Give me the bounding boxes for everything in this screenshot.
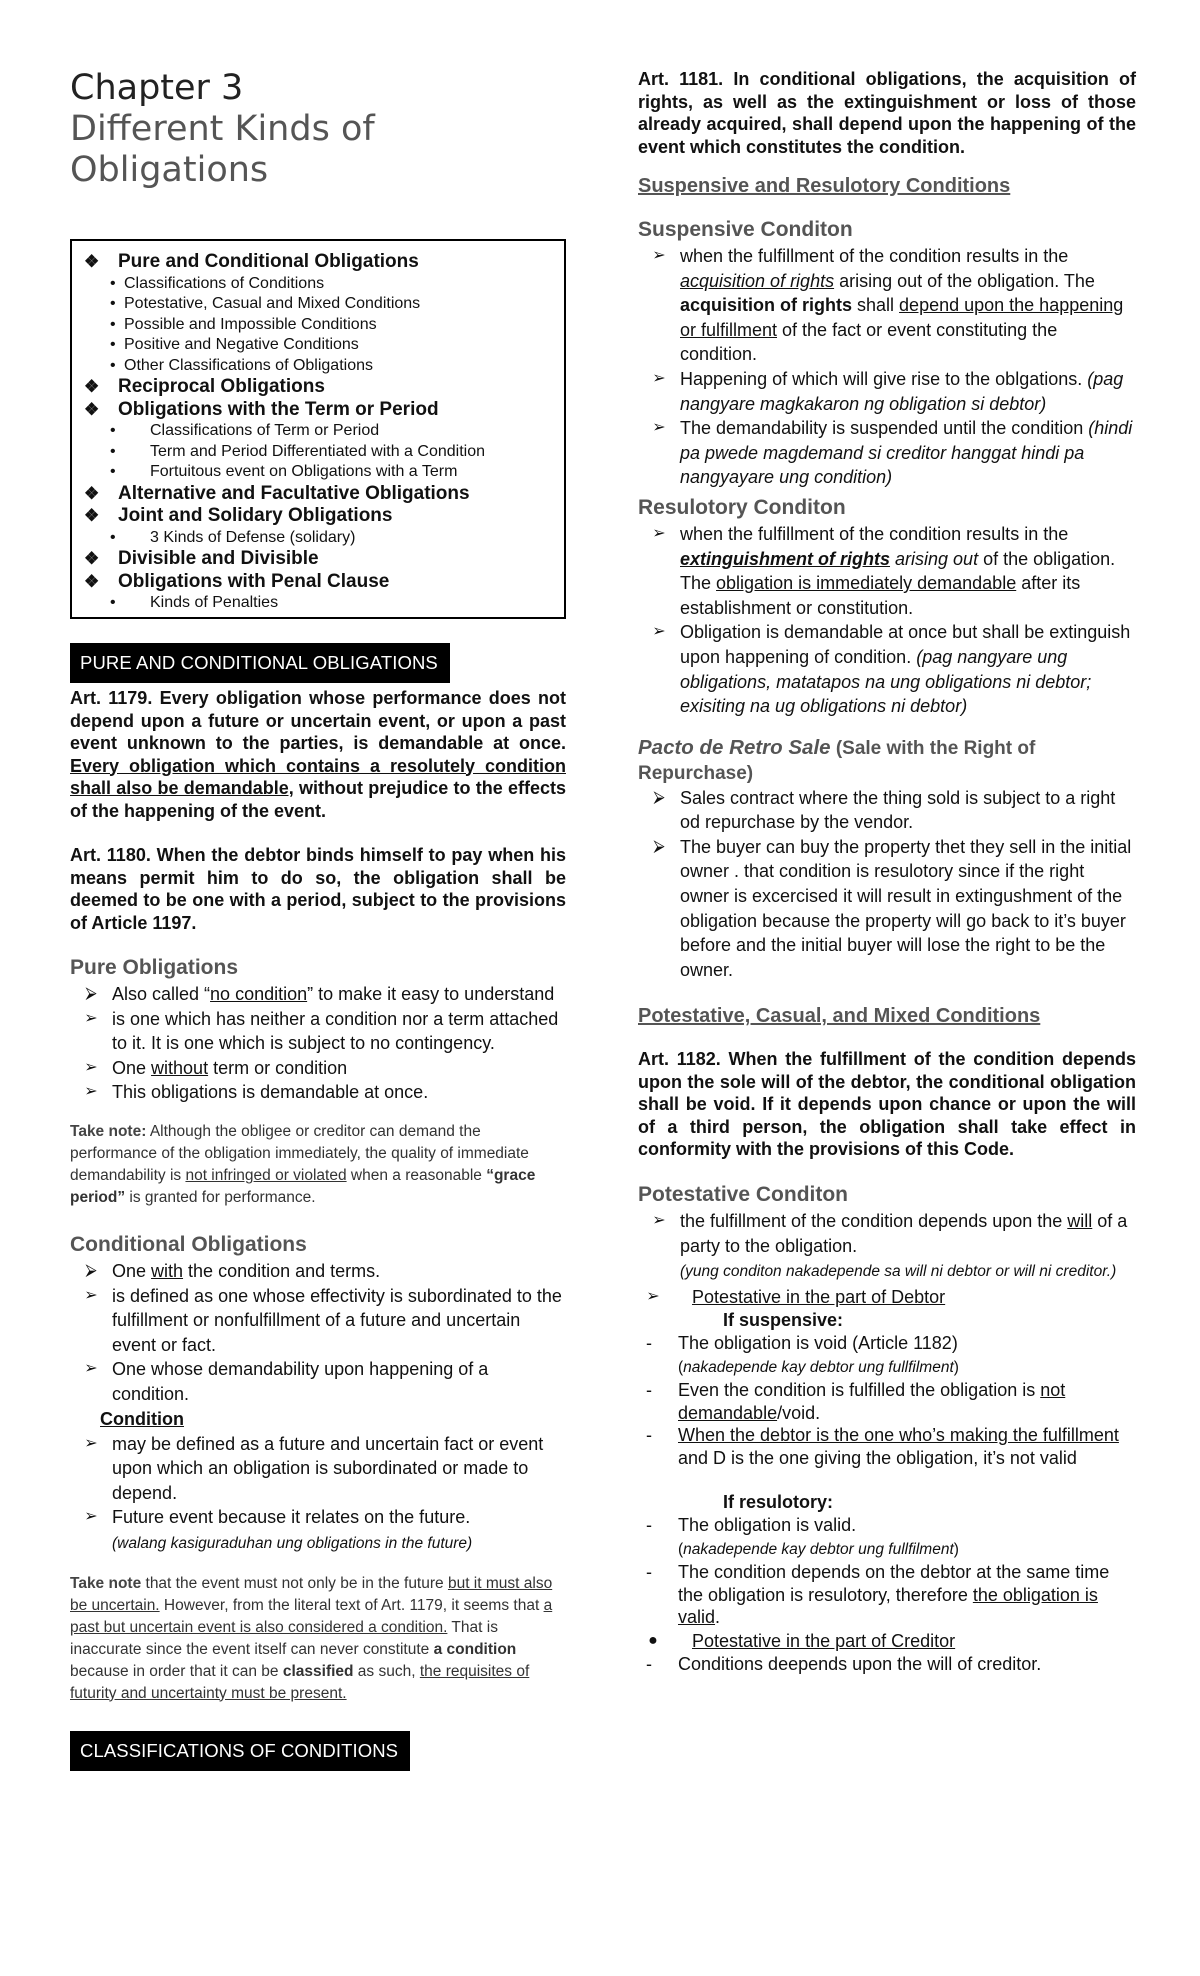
bullet-icon: • [110,295,116,312]
toc-subitem: • Positive and Negative Conditions [82,335,550,356]
list-item: ➢ Obligation is demandable at once but shall be extinguish upon happening of condition. (pag nangyare ung obligations, matatapos na ung obligations ni debtor; exisiting na ug obligations ni debtor) [638,620,1136,718]
section-banner-classifications: CLASSIFICATIONS OF CONDITIONS [70,1731,410,1771]
list-item: ⮚ Also called “no condition” to make it easy to understand [70,982,566,1007]
list-item: ➢ Happening of which will give rise to the oblgations. (pag nangyare magkakaron ng obligation si debtor) [638,367,1136,416]
toc-item: ❖ Alternative and Facultative Obligations [84,482,470,504]
arrow-bullet-icon: ➢ [652,1211,666,1229]
arrow-bullet-icon: ⮚ [653,788,665,806]
arrow-bullet-icon: ➢ [84,1058,98,1076]
list-item: ⮚ The buyer can buy the property thet they sell in the initial owner . that condition is resulotory since if the right owner is excercised it will result in extingushment of the obligation because the property will go back to it’s buyer before and the initial buyer will lose the right to be the owner. [638,835,1136,983]
bullet-icon: • [110,528,116,546]
list-item: ⮚ Sales contract where the thing sold is subject to a right od repurchase by the vendor. [638,786,1136,835]
toc-item: ❖ Obligations with Penal Clause [84,570,390,592]
if-resulotory-label: If resulotory: [723,1492,834,1513]
toc-subitem: • Possible and Impossible Conditions [82,315,550,336]
heading-potestative-casual-mixed: Potestative, Casual, and Mixed Conditions [638,1005,1041,1028]
list-item: - Conditions deepends upon the will of creditor. [646,1654,1042,1675]
bullet-icon: • [110,315,116,333]
toc-item: ❖ Pure and Conditional Obligations [84,251,419,272]
chapter-title-line1: Different Kinds of [70,109,375,149]
chapter-label: Chapter 3 [70,68,244,108]
diamond-bullet-icon: ❖ [84,571,100,591]
toc-subitem: • Classifications of Conditions [82,274,550,295]
list-item: ➢ One whose demandability upon happening of a condition. [70,1357,566,1406]
diamond-bullet-icon: ❖ [84,377,100,396]
diamond-bullet-icon: ❖ [84,483,100,503]
diamond-bullet-icon: ❖ [84,399,100,419]
list-item: - Even the condition is fulfilled the obligation is not demandable/void. [646,1380,1066,1423]
toc-subitem: • Other Classifications of Obligations [82,356,550,377]
article-1182: Art. 1182. When the fulfillment of the condition depends upon the sole will of the debtor, the conditional obligation shall be void. If it depends upon chance or upon the will of a third person, the obligation shall take effect in conformity with the provisions of this Code. [638,1049,1136,1160]
arrow-bullet-icon: ➢ [84,1508,98,1526]
bullet-icon: • [110,442,116,460]
bullet-icon: • [110,594,116,611]
arrow-bullet-icon: ➢ [652,419,666,437]
arrow-bullet-icon: ➢ [84,1083,98,1101]
chapter-title-line2: Obligations [70,150,269,190]
list-item: ➢ may be defined as a future and uncertain fact or event upon which an obligation is subordinated or made to depend. [70,1432,566,1506]
arrow-bullet-icon: ➢ [84,1434,98,1452]
arrow-bullet-icon: ➢ [84,1009,98,1027]
bullet-icon: ● [648,1631,658,1649]
toc-subitem: • Fortuitous event on Obligations with a Term [82,462,550,483]
arrow-bullet-icon: ➢ [646,1287,660,1305]
bullet-icon: • [110,463,116,480]
section-banner-pure-conditional: PURE AND CONDITIONAL OBLIGATIONS [70,643,450,683]
toc-item: ❖ Reciprocal Obligations [84,376,325,397]
heading-suspensive-resulotory: Suspensive and Resulotory Conditions [638,175,1011,197]
toc-item: ❖ Obligations with the Term or Period [84,398,439,420]
diamond-bullet-icon: ❖ [84,506,100,525]
heading-suspensive: Suspensive Conditon [638,218,853,241]
list-item: ➢ is one which has neither a condition nor a term attached to it. It is one which is subject to no contingency. [70,1007,566,1056]
list-item: ➢ Potestative in the part of Debtor [638,1285,1136,1310]
heading-resulotory: Resulotory Conditon [638,495,846,519]
if-suspensive-label: If suspensive: [723,1310,844,1331]
toc-subitem: • Potestative, Casual and Mixed Conditions [82,294,550,315]
right-column [638,68,1136,1676]
list-item: ➢ One without term or condition [70,1056,566,1081]
arrow-bullet-icon: ➢ [84,1360,98,1378]
article-1181: Art. 1181. In conditional obligations, the acquisition of rights, as well as the extinguishment or loss of those already acquired, shall depend upon the happening of the event which constitutes the condition. [638,69,1136,157]
arrow-bullet-icon: ➢ [652,369,666,387]
list-item: ⮚ One with the condition and terms. [70,1259,566,1284]
arrow-bullet-icon: ➢ [652,247,666,264]
heading-conditional-obligations: Conditional Obligations [70,1232,307,1256]
take-note-grace-period: Take note: Although the obligee or creditor can demand the performance of the obligation immediately, the quality of immediate demandability is not infringed or violated when a reasonable “grace period” is granted for performance. [70,1122,536,1206]
toc-item: ❖ Divisible and Divisible [84,548,319,569]
list-item: ● Potestative in the part of Creditor [638,1629,1136,1654]
list-item: - The obligation is void (Article 1182) (nakadepende kay debtor ung fullfilment) [646,1333,959,1376]
bullet-icon: • [110,422,116,439]
heading-pacto-de-retro: Pacto de Retro Sale (Sale with the Right of Repurchase) [638,735,1036,784]
heading-pure-obligations: Pure Obligations [70,956,239,979]
list-item: - The condition depends on the debtor at the same time the obligation is resulotory, therefore the obligation is valid. [646,1562,1110,1628]
list-item: ➢ when the fulfillment of the condition results in the extinguishment of rights arising out of the obligation. The obligation is immediately demandable after its establishment or constitution. [638,522,1136,620]
arrow-bullet-icon: ➢ [652,623,666,641]
diamond-bullet-icon: ❖ [84,549,100,568]
list-item: ➢ This obligations is demandable at once. [70,1080,566,1105]
list-item: - The obligation is valid. (nakadepende kay debtor ung fullfilment) [646,1515,959,1558]
toc-subitem: • Kinds of Penalties [82,593,550,614]
arrow-bullet-icon: ⮚ [653,837,665,855]
condition-label: Condition [100,1408,184,1429]
arrow-bullet-icon: ➢ [84,1286,98,1304]
bullet-icon: • [110,274,116,292]
diamond-bullet-icon: ❖ [84,252,100,271]
list-item: - When the debtor is the one who’s making the fulfillment and D is the one giving the obligation, it’s not valid [646,1425,1119,1468]
article-1180: Art. 1180. When the debtor binds himself to pay when his means permit him to do so, the obligation shall be deemed to be one with a period, subject to the provisions of Article 1197. [70,845,566,933]
take-note-futurity: Take note that the event must not only be in the future but it must also be uncertain. However, from the literal text of Art. 1179, it seems that a past but uncertain event is also considered a condition. That is inaccurate since the event itself can never constitute a condition because in order that it can be classified as such, the requisites of futurity and uncertainty must be present. [70,1574,553,1702]
toc-subitem: • 3 Kinds of Defense (solidary) [82,528,550,549]
list-item: ➢ when the fulfillment of the condition results in the acquisition of rights arising out of the obligation. The acquisition of rights shall depend upon the happening or fulfillment of the fact or event constituting the condition. [638,244,1136,367]
toc-subitem: • Classifications of Term or Period [82,421,550,442]
list-item: ➢ is defined as one whose effectivity is subordinated to the fulfillment or nonfulfillment of a future and uncertain event or fact. [70,1284,566,1358]
arrow-bullet-icon: ⮚ [85,985,97,1002]
left-column [70,68,566,1771]
arrow-bullet-icon: ⮚ [85,1261,97,1279]
heading-potestative: Potestative Conditon [638,1182,849,1206]
toc-subitem: • Term and Period Differentiated with a Condition [82,442,550,463]
bullet-icon: • [110,356,116,374]
list-item: ➢ The demandability is suspended until the condition (hindi pa pwede magdemand si creditor hanggat hindi pa nangyayare ung condition) [638,416,1136,490]
toc-item: ❖ Joint and Solidary Obligations [84,505,393,526]
list-item: ➢ the fulfillment of the condition depends upon the will of a party to the obligation. (yung conditon nakadepende sa will ni debtor or will ni creditor.) [638,1209,1136,1285]
bullet-icon: • [110,336,116,353]
table-of-contents [70,239,566,619]
list-item: ➢ Future event because it relates on the future. (walang kasiguraduhan ung obligations in the future) [70,1505,566,1556]
article-1179: Art. 1179. Every obligation whose performance does not depend upon a future or uncertain event, or upon a past event unknown to the parties, is demandable at once. Every obligation which contains a resolutely condition shall also be demandable, without prejudice to the effects of the happening of the event. [70,688,566,821]
arrow-bullet-icon: ➢ [652,524,666,542]
